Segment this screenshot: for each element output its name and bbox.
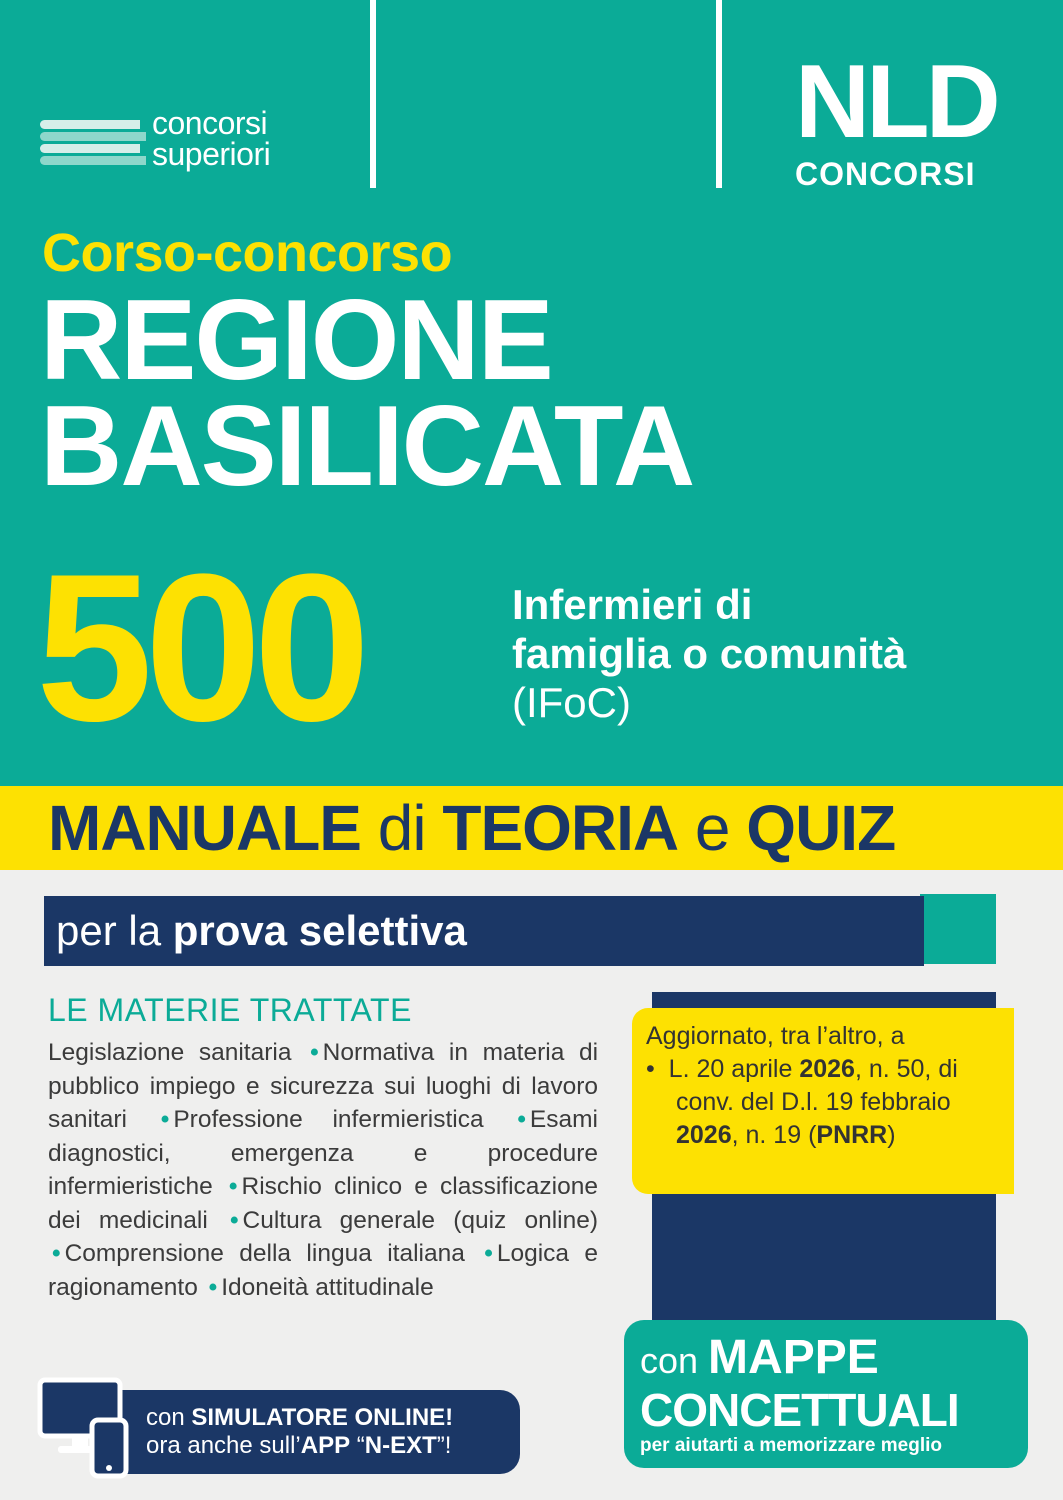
topics-list <box>48 1036 598 1304</box>
positions-count: 500 <box>36 530 363 765</box>
manual-word: MANUALE <box>48 792 361 864</box>
manual-word: TEORIA <box>442 792 679 864</box>
maps-line2: CONCETTUALI <box>640 1384 959 1436</box>
topic-item: Esami diagnostici, emergenza e procedure infermieristiche <box>48 1106 598 1200</box>
title-line1: REGIONE <box>40 277 552 404</box>
books-icon <box>40 120 146 168</box>
teal-accent-block <box>920 894 996 964</box>
publisher-line1: concorsi <box>152 105 268 141</box>
divider-line <box>370 0 376 188</box>
bullet-icon: • <box>52 1240 61 1267</box>
devices-icon <box>34 1376 138 1480</box>
subtitle-pre: per la <box>56 907 173 954</box>
update-text: 2026 <box>799 1055 855 1083</box>
kicker: Corso-concorso <box>42 223 453 283</box>
update-line1: Aggiornato, tra l’altro, a <box>646 1022 905 1050</box>
publisher-line2: superiori <box>152 136 271 172</box>
maps-bold: MAPPE <box>708 1331 879 1384</box>
bullet-icon: • <box>484 1240 493 1267</box>
update-text: PNRR <box>816 1121 888 1149</box>
bullet-icon: • <box>310 1039 319 1066</box>
position-description <box>512 580 906 727</box>
sim-text: N-EXT <box>364 1432 437 1459</box>
subtitle <box>56 904 467 958</box>
topic-item: Comprensione della lingua italiana <box>64 1240 465 1267</box>
sim-text: ”! <box>436 1432 452 1459</box>
topic-item: Cultura generale (quiz online) <box>242 1206 599 1234</box>
subtitle-bold: prova selettiva <box>172 907 467 954</box>
update-line3: conv. del D.l. 19 febbraio <box>676 1088 951 1116</box>
cover-title <box>40 277 694 510</box>
manual-word: QUIZ <box>746 792 896 864</box>
title-line2: BASILICATA <box>40 383 694 510</box>
update-text: 2026 <box>676 1121 732 1149</box>
update-text: ) <box>887 1121 896 1149</box>
bullet-icon: • <box>646 1055 655 1083</box>
topic-item: Legislazione sanitaria <box>48 1039 292 1066</box>
manual-word: di <box>360 792 443 864</box>
topic-item: Idoneità attitudinale <box>221 1273 434 1301</box>
sim-text: con <box>146 1404 192 1431</box>
maps-pre: con <box>640 1340 709 1381</box>
manual-title <box>48 792 895 864</box>
update-text: , n. 19 ( <box>731 1121 817 1149</box>
position-line2: famiglia o comunità <box>512 630 907 677</box>
bullet-icon: • <box>228 1173 238 1200</box>
simulator-text <box>146 1404 453 1460</box>
manual-word: e <box>678 792 747 864</box>
brand-mark: NLD <box>795 44 997 160</box>
sim-text: ora anche sull’ <box>146 1432 301 1459</box>
nld-concorsi-logo <box>795 44 1010 193</box>
position-line3: (IFoC) <box>512 679 631 726</box>
topic-item: Normativa in materia di pubblico impiego e sicurezza sui luoghi di lavoro sanitari <box>48 1039 599 1133</box>
sim-text: “ <box>350 1432 365 1459</box>
topic-item: Rischio clinico e classificazione dei medicinali <box>48 1173 598 1234</box>
concept-maps-badge <box>624 1320 1028 1468</box>
topic-item: Professione infermieristica <box>173 1106 484 1133</box>
topic-item: Logica e ragionamento <box>48 1240 599 1301</box>
maps-line3: per aiutarti a memorizzare meglio <box>640 1435 942 1456</box>
update-text: L. 20 aprile <box>668 1055 800 1083</box>
update-box <box>632 1008 1014 1194</box>
position-line1: Infermieri di <box>512 581 753 628</box>
update-text: , n. 50, di <box>854 1055 958 1083</box>
brand-sub: CONCORSI <box>795 156 976 192</box>
sim-text: APP <box>300 1432 351 1459</box>
sim-text: SIMULATORE ONLINE! <box>191 1404 454 1431</box>
divider-line <box>716 0 722 188</box>
bullet-icon: • <box>160 1106 170 1133</box>
bullet-icon: • <box>208 1273 218 1301</box>
bullet-icon: • <box>229 1206 239 1234</box>
bullet-icon: • <box>517 1106 526 1133</box>
topics-heading: LE MATERIE TRATTATE <box>48 992 412 1028</box>
